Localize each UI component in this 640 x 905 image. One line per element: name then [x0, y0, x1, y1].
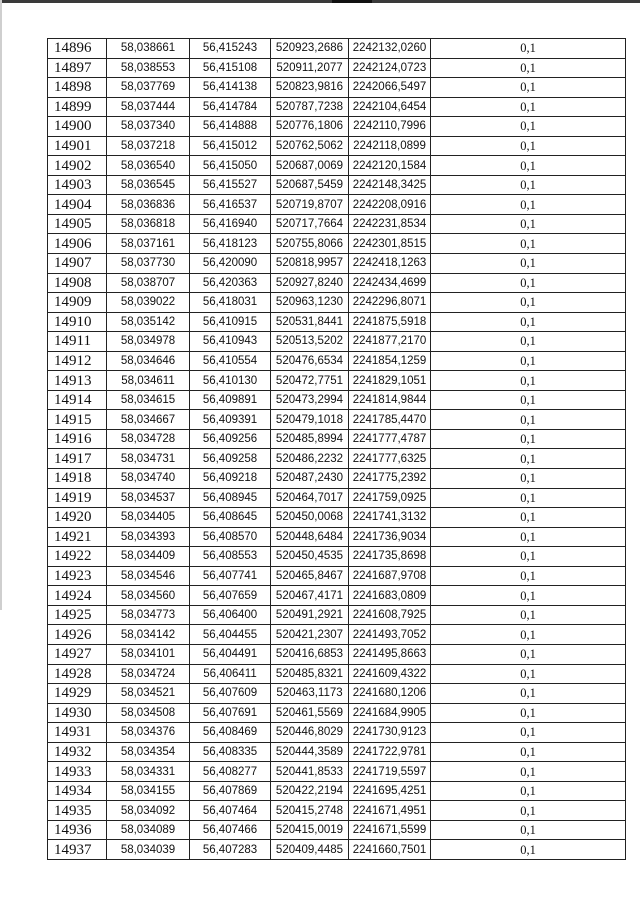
x-coordinate-cell: 520473,2994 [271, 390, 349, 410]
table-row [48, 684, 626, 704]
y-coordinate-cell: 2242301,8515 [349, 234, 431, 254]
latitude-cell: 58,034521 [107, 684, 190, 704]
accuracy-cell: 0,1 [431, 820, 626, 840]
longitude-cell: 56,420363 [190, 273, 271, 293]
y-coordinate-cell: 2242110,7996 [349, 117, 431, 137]
longitude-cell: 56,407464 [190, 801, 271, 821]
x-coordinate-cell: 520911,2077 [271, 58, 349, 78]
y-coordinate-cell: 2241608,7925 [349, 605, 431, 625]
point-number: 14912 [48, 351, 107, 371]
accuracy-cell: 0,1 [431, 723, 626, 743]
table-row [48, 429, 626, 449]
point-number: 14910 [48, 312, 107, 332]
longitude-cell: 56,410943 [190, 332, 271, 352]
latitude-cell: 58,034667 [107, 410, 190, 430]
latitude-cell: 58,034409 [107, 547, 190, 567]
table-row [48, 78, 626, 98]
x-coordinate-cell: 520479,1018 [271, 410, 349, 430]
point-number: 14904 [48, 195, 107, 215]
longitude-cell: 56,415012 [190, 136, 271, 156]
accuracy-cell: 0,1 [431, 762, 626, 782]
accuracy-cell: 0,1 [431, 664, 626, 684]
latitude-cell: 58,034039 [107, 840, 190, 860]
y-coordinate-cell: 2242124,0723 [349, 58, 431, 78]
point-number: 14928 [48, 664, 107, 684]
latitude-cell: 58,034560 [107, 586, 190, 606]
accuracy-cell: 0,1 [431, 390, 626, 410]
y-coordinate-cell: 2241609,4322 [349, 664, 431, 684]
point-number: 14936 [48, 820, 107, 840]
point-number: 14915 [48, 410, 107, 430]
point-number: 14901 [48, 136, 107, 156]
latitude-cell: 58,036818 [107, 214, 190, 234]
accuracy-cell: 0,1 [431, 488, 626, 508]
point-number: 14913 [48, 371, 107, 391]
x-coordinate-cell: 520531,8441 [271, 312, 349, 332]
latitude-cell: 58,034331 [107, 762, 190, 782]
latitude-cell: 58,037161 [107, 234, 190, 254]
longitude-cell: 56,407466 [190, 820, 271, 840]
latitude-cell: 58,034731 [107, 449, 190, 469]
longitude-cell: 56,409256 [190, 429, 271, 449]
x-coordinate-cell: 520415,0019 [271, 820, 349, 840]
longitude-cell: 56,415527 [190, 175, 271, 195]
y-coordinate-cell: 2242066,5497 [349, 78, 431, 98]
point-number: 14934 [48, 781, 107, 801]
accuracy-cell: 0,1 [431, 58, 626, 78]
point-number: 14930 [48, 703, 107, 723]
latitude-cell: 58,038661 [107, 39, 190, 59]
x-coordinate-cell: 520476,6534 [271, 351, 349, 371]
longitude-cell: 56,416537 [190, 195, 271, 215]
accuracy-cell: 0,1 [431, 742, 626, 762]
table-row [48, 332, 626, 352]
point-number: 14926 [48, 625, 107, 645]
table-row [48, 801, 626, 821]
y-coordinate-cell: 2241695,4251 [349, 781, 431, 801]
latitude-cell: 58,034740 [107, 469, 190, 489]
longitude-cell: 56,415108 [190, 58, 271, 78]
longitude-cell: 56,409891 [190, 390, 271, 410]
x-coordinate-cell: 520421,2307 [271, 625, 349, 645]
point-number: 14935 [48, 801, 107, 821]
x-coordinate-cell: 520450,4535 [271, 547, 349, 567]
scan-left-edge [0, 0, 2, 610]
y-coordinate-cell: 2241722,9781 [349, 742, 431, 762]
longitude-cell: 56,409258 [190, 449, 271, 469]
x-coordinate-cell: 520485,8321 [271, 664, 349, 684]
table-row [48, 97, 626, 117]
accuracy-cell: 0,1 [431, 293, 626, 313]
latitude-cell: 58,034724 [107, 664, 190, 684]
latitude-cell: 58,034393 [107, 527, 190, 547]
point-number: 14933 [48, 762, 107, 782]
longitude-cell: 56,414888 [190, 117, 271, 137]
longitude-cell: 56,409391 [190, 410, 271, 430]
x-coordinate-cell: 520762,5062 [271, 136, 349, 156]
table-row [48, 156, 626, 176]
point-number: 14932 [48, 742, 107, 762]
x-coordinate-cell: 520687,5459 [271, 175, 349, 195]
accuracy-cell: 0,1 [431, 351, 626, 371]
point-number: 14919 [48, 488, 107, 508]
latitude-cell: 58,034101 [107, 644, 190, 664]
y-coordinate-cell: 2241495,8663 [349, 644, 431, 664]
point-number: 14917 [48, 449, 107, 469]
y-coordinate-cell: 2241719,5597 [349, 762, 431, 782]
latitude-cell: 58,037444 [107, 97, 190, 117]
x-coordinate-cell: 520446,8029 [271, 723, 349, 743]
longitude-cell: 56,408335 [190, 742, 271, 762]
table-row [48, 723, 626, 743]
accuracy-cell: 0,1 [431, 469, 626, 489]
table-row [48, 371, 626, 391]
longitude-cell: 56,406400 [190, 605, 271, 625]
y-coordinate-cell: 2241829,1051 [349, 371, 431, 391]
y-coordinate-cell: 2241671,5599 [349, 820, 431, 840]
x-coordinate-cell: 520927,8240 [271, 273, 349, 293]
table-row [48, 781, 626, 801]
longitude-cell: 56,407659 [190, 586, 271, 606]
table-row [48, 136, 626, 156]
accuracy-cell: 0,1 [431, 449, 626, 469]
table-row [48, 351, 626, 371]
x-coordinate-cell: 520448,6484 [271, 527, 349, 547]
accuracy-cell: 0,1 [431, 625, 626, 645]
point-number: 14918 [48, 469, 107, 489]
x-coordinate-cell: 520923,2686 [271, 39, 349, 59]
point-number: 14931 [48, 723, 107, 743]
table-row [48, 508, 626, 528]
longitude-cell: 56,408645 [190, 508, 271, 528]
accuracy-cell: 0,1 [431, 586, 626, 606]
x-coordinate-cell: 520776,1806 [271, 117, 349, 137]
accuracy-cell: 0,1 [431, 781, 626, 801]
accuracy-cell: 0,1 [431, 312, 626, 332]
accuracy-cell: 0,1 [431, 332, 626, 352]
latitude-cell: 58,034728 [107, 429, 190, 449]
latitude-cell: 58,035142 [107, 312, 190, 332]
page-top-rule [0, 0, 640, 3]
point-number: 14927 [48, 644, 107, 664]
longitude-cell: 56,409218 [190, 469, 271, 489]
latitude-cell: 58,034092 [107, 801, 190, 821]
longitude-cell: 56,408553 [190, 547, 271, 567]
accuracy-cell: 0,1 [431, 410, 626, 430]
table-row [48, 664, 626, 684]
accuracy-cell: 0,1 [431, 195, 626, 215]
table-row [48, 293, 626, 313]
longitude-cell: 56,410554 [190, 351, 271, 371]
x-coordinate-cell: 520717,7664 [271, 214, 349, 234]
y-coordinate-cell: 2241759,0925 [349, 488, 431, 508]
accuracy-cell: 0,1 [431, 273, 626, 293]
table-row [48, 703, 626, 723]
table-row [48, 117, 626, 137]
table-row [48, 58, 626, 78]
latitude-cell: 58,034354 [107, 742, 190, 762]
y-coordinate-cell: 2241493,7052 [349, 625, 431, 645]
point-number: 14921 [48, 527, 107, 547]
y-coordinate-cell: 2241660,7501 [349, 840, 431, 860]
y-coordinate-cell: 2241877,2170 [349, 332, 431, 352]
x-coordinate-cell: 520491,2921 [271, 605, 349, 625]
y-coordinate-cell: 2242208,0916 [349, 195, 431, 215]
longitude-cell: 56,416940 [190, 214, 271, 234]
y-coordinate-cell: 2242104,6454 [349, 97, 431, 117]
accuracy-cell: 0,1 [431, 254, 626, 274]
y-coordinate-cell: 2241671,4951 [349, 801, 431, 821]
point-number: 14897 [48, 58, 107, 78]
accuracy-cell: 0,1 [431, 840, 626, 860]
x-coordinate-cell: 520755,8066 [271, 234, 349, 254]
y-coordinate-cell: 2242132,0260 [349, 39, 431, 59]
y-coordinate-cell: 2242434,4699 [349, 273, 431, 293]
x-coordinate-cell: 520823,9816 [271, 78, 349, 98]
accuracy-cell: 0,1 [431, 801, 626, 821]
accuracy-cell: 0,1 [431, 136, 626, 156]
table-row [48, 410, 626, 430]
accuracy-cell: 0,1 [431, 429, 626, 449]
y-coordinate-cell: 2242148,3425 [349, 175, 431, 195]
accuracy-cell: 0,1 [431, 508, 626, 528]
accuracy-cell: 0,1 [431, 644, 626, 664]
table-row [48, 547, 626, 567]
latitude-cell: 58,037218 [107, 136, 190, 156]
y-coordinate-cell: 2241777,4787 [349, 429, 431, 449]
latitude-cell: 58,037340 [107, 117, 190, 137]
table-row [48, 488, 626, 508]
latitude-cell: 58,034773 [107, 605, 190, 625]
point-number: 14903 [48, 175, 107, 195]
point-number: 14929 [48, 684, 107, 704]
table-row [48, 605, 626, 625]
y-coordinate-cell: 2241736,9034 [349, 527, 431, 547]
point-number: 14899 [48, 97, 107, 117]
longitude-cell: 56,414138 [190, 78, 271, 98]
longitude-cell: 56,410130 [190, 371, 271, 391]
accuracy-cell: 0,1 [431, 703, 626, 723]
latitude-cell: 58,034646 [107, 351, 190, 371]
table-row [48, 234, 626, 254]
y-coordinate-cell: 2242418,1263 [349, 254, 431, 274]
point-number: 14907 [48, 254, 107, 274]
accuracy-cell: 0,1 [431, 175, 626, 195]
y-coordinate-cell: 2241777,6325 [349, 449, 431, 469]
point-number: 14920 [48, 508, 107, 528]
x-coordinate-cell: 520416,6853 [271, 644, 349, 664]
accuracy-cell: 0,1 [431, 684, 626, 704]
longitude-cell: 56,418031 [190, 293, 271, 313]
latitude-cell: 58,037769 [107, 78, 190, 98]
x-coordinate-cell: 520441,8533 [271, 762, 349, 782]
point-number: 14902 [48, 156, 107, 176]
y-coordinate-cell: 2242120,1584 [349, 156, 431, 176]
latitude-cell: 58,036545 [107, 175, 190, 195]
table-row [48, 762, 626, 782]
longitude-cell: 56,410915 [190, 312, 271, 332]
y-coordinate-cell: 2242231,8534 [349, 214, 431, 234]
y-coordinate-cell: 2241730,9123 [349, 723, 431, 743]
point-number: 14900 [48, 117, 107, 137]
accuracy-cell: 0,1 [431, 371, 626, 391]
longitude-cell: 56,404491 [190, 644, 271, 664]
latitude-cell: 58,034978 [107, 332, 190, 352]
y-coordinate-cell: 2241775,2392 [349, 469, 431, 489]
longitude-cell: 56,407609 [190, 684, 271, 704]
y-coordinate-cell: 2241785,4470 [349, 410, 431, 430]
table-row [48, 195, 626, 215]
point-number: 14905 [48, 214, 107, 234]
table-row [48, 390, 626, 410]
table-row [48, 586, 626, 606]
y-coordinate-cell: 2241684,9905 [349, 703, 431, 723]
table-row [48, 312, 626, 332]
longitude-cell: 56,408277 [190, 762, 271, 782]
accuracy-cell: 0,1 [431, 39, 626, 59]
latitude-cell: 58,034376 [107, 723, 190, 743]
table-row [48, 840, 626, 860]
y-coordinate-cell: 2241680,1206 [349, 684, 431, 704]
y-coordinate-cell: 2241735,8698 [349, 547, 431, 567]
longitude-cell: 56,404455 [190, 625, 271, 645]
x-coordinate-cell: 520719,8707 [271, 195, 349, 215]
latitude-cell: 58,036836 [107, 195, 190, 215]
x-coordinate-cell: 520787,7238 [271, 97, 349, 117]
y-coordinate-cell: 2241875,5918 [349, 312, 431, 332]
x-coordinate-cell: 520687,0069 [271, 156, 349, 176]
table-row [48, 449, 626, 469]
point-number: 14924 [48, 586, 107, 606]
accuracy-cell: 0,1 [431, 214, 626, 234]
accuracy-cell: 0,1 [431, 234, 626, 254]
latitude-cell: 58,037730 [107, 254, 190, 274]
longitude-cell: 56,408570 [190, 527, 271, 547]
accuracy-cell: 0,1 [431, 605, 626, 625]
latitude-cell: 58,034537 [107, 488, 190, 508]
point-number: 14909 [48, 293, 107, 313]
table-row [48, 39, 626, 59]
latitude-cell: 58,039022 [107, 293, 190, 313]
coordinates-table-body [48, 39, 626, 860]
x-coordinate-cell: 520450,0068 [271, 508, 349, 528]
y-coordinate-cell: 2242296,8071 [349, 293, 431, 313]
point-number: 14906 [48, 234, 107, 254]
table-row [48, 273, 626, 293]
table-row [48, 742, 626, 762]
longitude-cell: 56,414784 [190, 97, 271, 117]
x-coordinate-cell: 520486,2232 [271, 449, 349, 469]
longitude-cell: 56,407741 [190, 566, 271, 586]
point-number: 14911 [48, 332, 107, 352]
accuracy-cell: 0,1 [431, 527, 626, 547]
latitude-cell: 58,034405 [107, 508, 190, 528]
accuracy-cell: 0,1 [431, 117, 626, 137]
longitude-cell: 56,407283 [190, 840, 271, 860]
accuracy-cell: 0,1 [431, 566, 626, 586]
longitude-cell: 56,408945 [190, 488, 271, 508]
table-row [48, 566, 626, 586]
latitude-cell: 58,034508 [107, 703, 190, 723]
latitude-cell: 58,034615 [107, 390, 190, 410]
latitude-cell: 58,034142 [107, 625, 190, 645]
x-coordinate-cell: 520461,5569 [271, 703, 349, 723]
x-coordinate-cell: 520513,5202 [271, 332, 349, 352]
table-row [48, 527, 626, 547]
point-number: 14898 [48, 78, 107, 98]
latitude-cell: 58,034611 [107, 371, 190, 391]
x-coordinate-cell: 520467,4171 [271, 586, 349, 606]
x-coordinate-cell: 520487,2430 [271, 469, 349, 489]
table-row [48, 820, 626, 840]
longitude-cell: 56,415243 [190, 39, 271, 59]
longitude-cell: 56,415050 [190, 156, 271, 176]
table-row [48, 469, 626, 489]
latitude-cell: 58,034546 [107, 566, 190, 586]
latitude-cell: 58,036540 [107, 156, 190, 176]
page-top-mark [332, 0, 372, 3]
x-coordinate-cell: 520463,1173 [271, 684, 349, 704]
accuracy-cell: 0,1 [431, 97, 626, 117]
table-row [48, 644, 626, 664]
point-number: 14922 [48, 547, 107, 567]
y-coordinate-cell: 2241687,9708 [349, 566, 431, 586]
y-coordinate-cell: 2241854,1259 [349, 351, 431, 371]
x-coordinate-cell: 520963,1230 [271, 293, 349, 313]
point-number: 14896 [48, 39, 107, 59]
y-coordinate-cell: 2241814,9844 [349, 390, 431, 410]
x-coordinate-cell: 520485,8994 [271, 429, 349, 449]
point-number: 14925 [48, 605, 107, 625]
latitude-cell: 58,038707 [107, 273, 190, 293]
y-coordinate-cell: 2241683,0809 [349, 586, 431, 606]
latitude-cell: 58,034089 [107, 820, 190, 840]
x-coordinate-cell: 520464,7017 [271, 488, 349, 508]
latitude-cell: 58,034155 [107, 781, 190, 801]
longitude-cell: 56,407869 [190, 781, 271, 801]
y-coordinate-cell: 2241741,3132 [349, 508, 431, 528]
table-row [48, 254, 626, 274]
x-coordinate-cell: 520422,2194 [271, 781, 349, 801]
point-number: 14923 [48, 566, 107, 586]
table-row [48, 214, 626, 234]
x-coordinate-cell: 520444,3589 [271, 742, 349, 762]
longitude-cell: 56,418123 [190, 234, 271, 254]
coordinates-table [47, 38, 626, 860]
y-coordinate-cell: 2242118,0899 [349, 136, 431, 156]
accuracy-cell: 0,1 [431, 547, 626, 567]
longitude-cell: 56,408469 [190, 723, 271, 743]
longitude-cell: 56,420090 [190, 254, 271, 274]
point-number: 14916 [48, 429, 107, 449]
longitude-cell: 56,406411 [190, 664, 271, 684]
accuracy-cell: 0,1 [431, 156, 626, 176]
point-number: 14914 [48, 390, 107, 410]
table-row [48, 175, 626, 195]
point-number: 14908 [48, 273, 107, 293]
x-coordinate-cell: 520472,7751 [271, 371, 349, 391]
x-coordinate-cell: 520415,2748 [271, 801, 349, 821]
x-coordinate-cell: 520465,8467 [271, 566, 349, 586]
latitude-cell: 58,038553 [107, 58, 190, 78]
accuracy-cell: 0,1 [431, 78, 626, 98]
table-row [48, 625, 626, 645]
x-coordinate-cell: 520818,9957 [271, 254, 349, 274]
longitude-cell: 56,407691 [190, 703, 271, 723]
x-coordinate-cell: 520409,4485 [271, 840, 349, 860]
point-number: 14937 [48, 840, 107, 860]
